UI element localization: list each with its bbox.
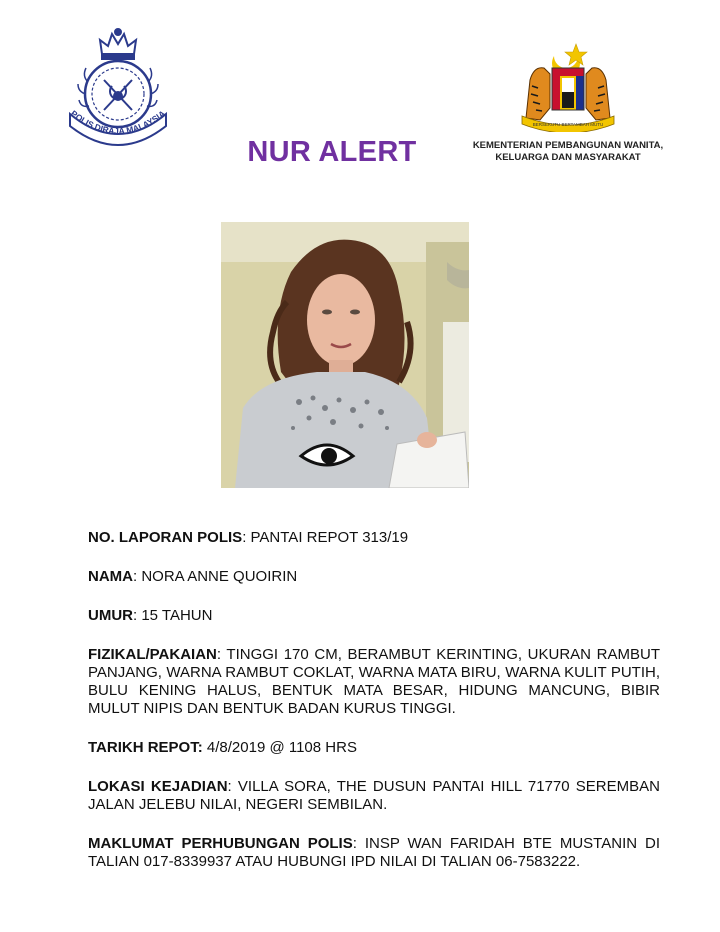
police-ribbon-text: POLIS DIRAJA MALAYSIA (68, 108, 168, 137)
detail-value: PANTAI REPOT 313/19 (250, 529, 409, 546)
police-crest-logo (62, 24, 174, 152)
detail-separator: : (352, 835, 365, 852)
detail-label: NO. LAPORAN POLIS (88, 529, 243, 546)
detail-value: 15 TAHUN (141, 607, 213, 624)
detail-field (88, 646, 660, 718)
ministry-name (470, 140, 666, 164)
page-title: NUR ALERT (247, 136, 417, 168)
star-icon (565, 44, 587, 65)
detail-field (88, 739, 660, 757)
detail-label: LOKASI KEJADIAN (88, 778, 228, 795)
detail-label: TARIKH REPOT: (88, 739, 203, 756)
detail-value: INSP WAN FARIDAH BTE MUSTANIN DI TALIAN 017-8339937 ATAU HUBUNGI IPD NILAI DI TALIAN 06-7583222. (88, 835, 660, 870)
detail-value: NORA ANNE QUOIRIN (141, 568, 298, 585)
detail-label: MAKLUMAT PERHUBUNGAN POLIS (88, 835, 353, 852)
detail-field (88, 607, 660, 625)
ministry-name-line1: KEMENTERIAN PEMBANGUNAN WANITA, (472, 140, 664, 151)
crown-icon (100, 29, 136, 59)
detail-value: TINGGI 170 CM, BERAMBUT KERINTING, UKURAN RAMBUT PANJANG, WARNA RAMBUT COKLAT, WARNA MATA BIRU, WARNA KULIT PUTIH, BULU KENING HALUS, BENTUK MATA BESAR, HIDUNG MANCUNG, BIBIR MULUT NIPIS DAN BENTUK BADAN KURUS TINGGI. (88, 646, 660, 717)
case-details (88, 529, 660, 892)
ministry-coat-of-arms-logo (516, 40, 620, 132)
detail-label: NAMA (88, 568, 133, 585)
detail-value: 4/8/2019 @ 1108 HRS (206, 739, 357, 756)
missing-person-photo (221, 222, 469, 488)
detail-separator: : (133, 568, 142, 585)
tiger-left-icon (526, 68, 550, 120)
detail-field (88, 529, 660, 547)
detail-separator: : (227, 778, 238, 795)
detail-field (88, 568, 660, 586)
detail-label: FIZIKAL/PAKAIAN (88, 646, 217, 663)
tiger-right-icon (586, 68, 610, 120)
detail-separator: : (242, 529, 251, 546)
detail-field (88, 835, 660, 871)
ministry-motto: BERSEKUTU BERTAMBAH MUTU (532, 122, 604, 127)
detail-separator: : (133, 607, 142, 624)
detail-field (88, 778, 660, 814)
detail-value: VILLA SORA, THE DUSUN PANTAI HILL 71770 SEREMBAN JALAN JELEBU NILAI, NEGERI SEMBILAN. (88, 778, 660, 813)
ministry-name-line2: KELUARGA DAN MASYARAKAT (495, 152, 641, 163)
detail-label: UMUR (88, 607, 133, 624)
detail-separator: : (216, 646, 227, 663)
